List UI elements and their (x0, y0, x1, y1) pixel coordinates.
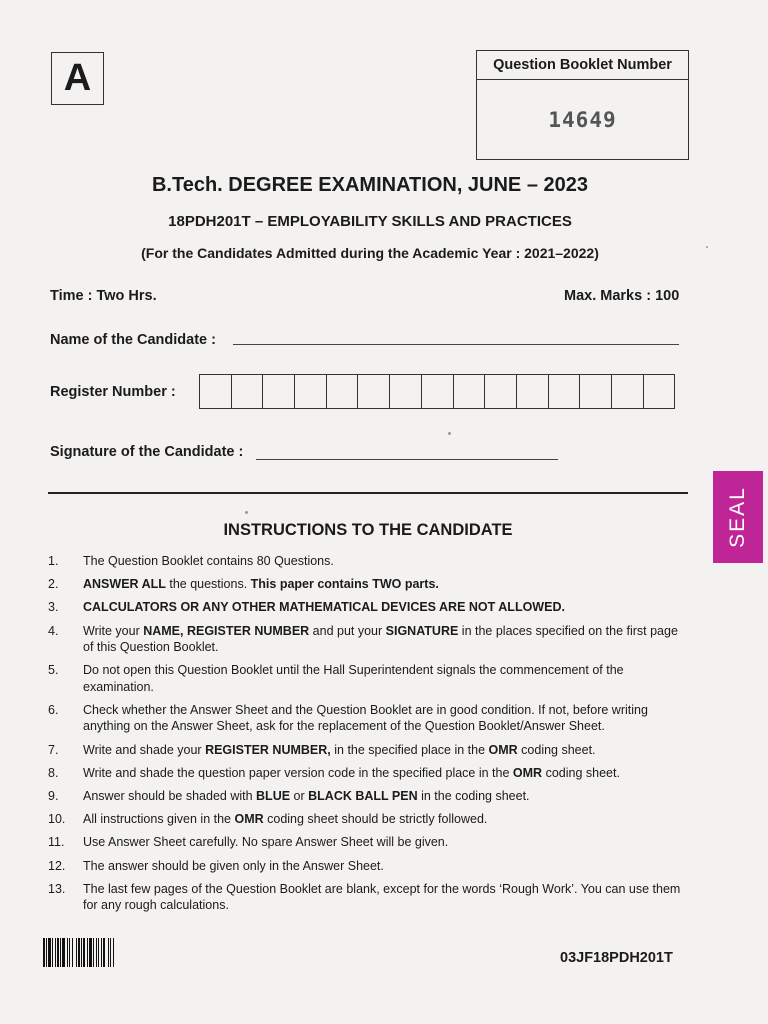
instruction-text (83, 881, 690, 914)
instruction-fragment: coding sheet should be strictly followed. (263, 812, 488, 827)
instruction-number: 10. (48, 812, 66, 827)
instruction-emphasis: SIGNATURE (385, 623, 459, 638)
paper-code: 03JF18PDH201T (560, 950, 673, 966)
instruction-text (83, 858, 690, 875)
instruction-number: 6. (48, 702, 59, 717)
instruction-fragment: Write and shade your (83, 742, 206, 757)
instruction-number: 5. (48, 663, 59, 678)
register-number-cell[interactable] (295, 375, 327, 408)
register-number-cell[interactable] (580, 375, 612, 408)
instruction-fragment: Write and shade the question paper version code in the specified place in the (83, 765, 513, 780)
register-number-cell[interactable] (549, 375, 581, 408)
booklet-number-value: 14649 (548, 107, 617, 132)
instruction-text (83, 702, 690, 735)
instruction-fragment: coding sheet. (517, 742, 596, 757)
instruction-item (48, 811, 690, 828)
instruction-fragment: in the places specified on the first page of this Question Booklet. (83, 623, 678, 655)
booklet-number-label: Question Booklet Number (477, 51, 688, 80)
instruction-number: 12. (48, 858, 66, 873)
instruction-text (83, 599, 690, 616)
register-number-label: Register Number : (50, 384, 176, 400)
register-number-boxes[interactable] (199, 374, 675, 409)
booklet-number-box (476, 50, 689, 160)
register-number-cell[interactable] (358, 375, 390, 408)
instruction-emphasis: BLACK BALL PEN (308, 789, 418, 803)
instruction-fragment: All instructions given in the (83, 812, 235, 827)
instruction-text (83, 788, 690, 805)
instruction-item (48, 702, 690, 735)
instruction-item (48, 623, 690, 656)
max-marks: Max. Marks : 100 (564, 288, 680, 304)
seal-tab (713, 471, 763, 563)
register-number-cell[interactable] (232, 375, 264, 408)
instruction-text (83, 834, 690, 851)
instruction-emphasis: OMR (488, 742, 518, 757)
instruction-fragment: in the coding sheet. (417, 789, 530, 803)
instruction-fragment: Do not open this Question Booklet until the Hall Superintendent signals the commencement of the examination. (83, 663, 624, 694)
register-number-cell[interactable] (454, 375, 486, 408)
instruction-text (83, 811, 690, 828)
instruction-text (83, 623, 690, 656)
instruction-emphasis: CALCULATORS OR ANY OTHER MATHEMATICAL DEVICES ARE NOT ALLOWED. (83, 600, 565, 615)
instruction-number: 13. (48, 881, 66, 896)
instruction-text (83, 576, 690, 593)
instruction-fragment: coding sheet. (542, 765, 620, 780)
instruction-fragment: Answer should be shaded with (83, 789, 257, 803)
exam-title: B.Tech. DEGREE EXAMINATION, JUNE – 2023 (151, 174, 589, 196)
instruction-emphasis: NAME, REGISTER NUMBER (143, 623, 310, 638)
scan-speck (448, 432, 451, 435)
register-number-cell[interactable] (200, 375, 232, 408)
instruction-item (48, 834, 690, 851)
instructions-heading: INSTRUCTIONS TO THE CANDIDATE (223, 521, 513, 539)
instruction-emphasis: BLUE (256, 789, 291, 803)
instruction-fragment: and put your (309, 623, 386, 638)
signature-label: Signature of the Candidate : (50, 444, 244, 460)
register-number-cell[interactable] (644, 375, 676, 408)
instruction-number: 9. (48, 789, 59, 803)
register-number-cell[interactable] (612, 375, 644, 408)
candidate-name-field[interactable] (233, 344, 679, 345)
instruction-number: 2. (48, 577, 59, 592)
instruction-fragment: in the specified place in the (330, 742, 489, 757)
instruction-number: 7. (48, 742, 59, 757)
seal-label: SEAL (726, 486, 750, 548)
question-set-letter: A (51, 52, 104, 105)
instruction-emphasis: OMR (234, 812, 264, 827)
instruction-item (48, 576, 690, 593)
instruction-number: 11. (48, 835, 65, 850)
instruction-fragment: The answer should be given only in the Answer Sheet. (83, 858, 384, 873)
scan-speck (706, 246, 708, 248)
instruction-text (83, 742, 690, 759)
instruction-number: 3. (48, 600, 59, 615)
instruction-item (48, 788, 690, 805)
candidate-name-label: Name of the Candidate : (50, 332, 216, 348)
instruction-fragment: Write your (83, 623, 144, 638)
instruction-emphasis: REGISTER NUMBER, (205, 742, 331, 757)
instruction-number: 4. (48, 623, 59, 638)
instruction-item (48, 599, 690, 616)
section-divider (48, 492, 688, 494)
instruction-item (48, 662, 690, 695)
instruction-item (48, 881, 690, 914)
instruction-item (48, 858, 690, 875)
instruction-number: 8. (48, 765, 59, 780)
register-number-cell[interactable] (263, 375, 295, 408)
instruction-fragment: or (290, 789, 309, 803)
instruction-emphasis: This paper contains TWO parts. (250, 577, 439, 592)
instruction-fragment: The Question Booklet contains 80 Questions. (83, 554, 334, 568)
instruction-fragment: the questions. (165, 577, 251, 592)
barcode-image (43, 938, 147, 967)
instruction-text (83, 662, 690, 695)
instruction-item (48, 765, 690, 782)
register-number-cell[interactable] (485, 375, 517, 408)
instruction-emphasis: OMR (512, 765, 543, 780)
register-number-cell[interactable] (327, 375, 359, 408)
academic-year-note: (For the Candidates Admitted during the Academic Year : 2021–2022) (141, 245, 599, 261)
exam-duration: Time : Two Hrs. (50, 288, 157, 304)
register-number-cell[interactable] (517, 375, 549, 408)
scan-speck (245, 511, 248, 514)
instruction-emphasis: ANSWER ALL (83, 577, 166, 592)
instruction-item (48, 553, 690, 570)
instructions-list (48, 553, 690, 920)
register-number-cell[interactable] (390, 375, 422, 408)
instruction-item (48, 742, 690, 759)
instruction-fragment: Use Answer Sheet carefully. No spare Answer Sheet will be given. (83, 835, 449, 850)
instruction-text (83, 553, 690, 570)
signature-field[interactable] (256, 459, 558, 460)
instruction-fragment: Check whether the Answer Sheet and the Question Booklet are in good condition. If not, before writing anything on the Answer Sheet, ask for the replacement of the Question Booklet/Answer Sheet. (83, 702, 648, 734)
instruction-number: 1. (48, 554, 59, 568)
instruction-fragment: The last few pages of the Question Booklet are blank, except for the words ‘Rough Work’. You can use them for any rough calculations. (83, 881, 681, 913)
course-title: 18PDH201T – EMPLOYABILITY SKILLS AND PRACTICES (168, 213, 572, 230)
instruction-text (83, 765, 690, 782)
register-number-cell[interactable] (422, 375, 454, 408)
